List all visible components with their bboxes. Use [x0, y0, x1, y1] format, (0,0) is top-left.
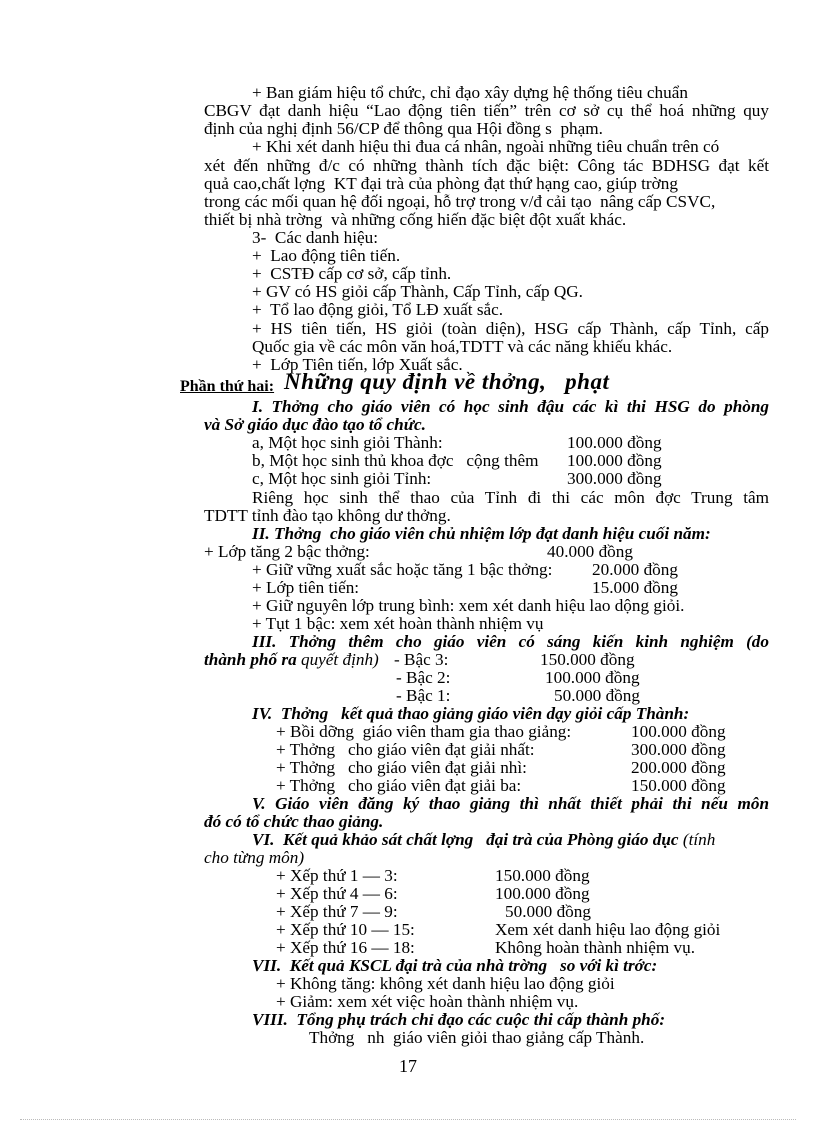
section-VII-row-1: + Không tăng: không xét danh hiệu lao động giỏi [276, 974, 615, 993]
section-II-row-3-amount: 15.000 đồng [592, 578, 678, 597]
section-VI-row-5-amount: Không hoàn thành nhiệm vụ. [495, 938, 696, 957]
section-VIII-line: Thởng nh giáo viên giỏi thao giảng cấp Thành. [309, 1028, 645, 1047]
para1-line1: + Ban giám hiệu tổ chức, chỉ đạo xây dựng hệ thống tiêu chuẩn [252, 83, 688, 102]
section-VI-row-4-amount: Xem xét danh hiệu lao động giỏi [495, 920, 721, 939]
section-IV-heading: IV. Thởng kết quả thao giảng giáo viên dạy giỏi cấp Thành: [252, 704, 690, 723]
section-III-heading-italic: quyết định) [300, 650, 379, 669]
section-I-row-2-amount: 100.000 đồng [567, 451, 662, 470]
section-III-row-3-amount: 50.000 đồng [554, 686, 640, 705]
section-III-row-3-label: - Bậc 1: [396, 686, 451, 705]
section-IV-row-4-label: + Thởng cho giáo viên đạt giải ba: [276, 776, 522, 795]
section-I-heading-line1: I. Thởng cho giáo viên có học sinh đậu các kì thi HSG do phòng [252, 397, 769, 416]
section-VI-row-2-label: + Xếp thứ 4 — 6: [276, 884, 398, 903]
section-I-row-3-amount: 300.000 đồng [567, 469, 662, 488]
title-item-1: + Lao động tiên tiến. [252, 246, 401, 265]
section-VI-row-1-label: + Xếp thứ 1 — 3: [276, 866, 398, 885]
section-VI-row-3-amount: 50.000 đồng [505, 902, 591, 921]
section-IV-row-1-amount: 100.000 đồng [631, 722, 726, 741]
para2-line5: thiết bị nhà trờng và những cống hiến đặc biệt đột xuất khác. [204, 210, 627, 229]
section-II-row-1-label: + Lớp tăng 2 bậc thởng: [204, 542, 370, 561]
section-VI-row-5-label: + Xếp thứ 16 — 18: [276, 938, 415, 957]
section-VI-heading-line1 [252, 831, 715, 849]
section-II-heading: II. Thởng cho giáo viên chủ nhiệm lớp đạt danh hiệu cuối năm: [252, 524, 711, 543]
section-I-heading-line2: và Sở giáo dục đào tạo tổ chức. [204, 415, 426, 434]
section-IV-row-4-amount: 150.000 đồng [631, 776, 726, 795]
title-item-5-line2: Quốc gia về các môn văn hoá,TDTT và các năng khiếu khác. [252, 337, 673, 356]
section-I-note-line2: TDTT tỉnh đào tạo không dư thởng. [204, 506, 451, 525]
section-VI-row-2-amount: 100.000 đồng [495, 884, 590, 903]
page-separator [20, 1119, 796, 1120]
title-item-3: + GV có HS giỏi cấp Thành, Cấp Tỉnh, cấp QG. [252, 282, 583, 301]
section-VII-row-2: + Giảm: xem xét việc hoàn thành nhiệm vụ. [276, 992, 579, 1011]
section-II-row-1-amount: 40.000 đồng [547, 542, 633, 561]
page-number: 17 [399, 1056, 417, 1076]
section-I-note-line1: Riêng học sinh thể thao của Tỉnh đi thi các môn đợc Trung tâm [252, 488, 769, 507]
section-VIII-heading: VIII. Tổng phụ trách chỉ đạo các cuộc thi cấp thành phố: [252, 1010, 666, 1029]
section-I-row-1-amount: 100.000 đồng [567, 433, 662, 452]
section-III-row-2-label: - Bậc 2: [396, 668, 451, 687]
section3-title: 3- Các danh hiệu: [252, 228, 379, 247]
section-VI-row-4-label: + Xếp thứ 10 — 15: [276, 920, 415, 939]
section-VII-heading: VII. Kết quả KSCL đại trà của nhà trờng so với kì trớc: [252, 956, 658, 975]
title-item-5-line1: + HS tiên tiến, HS giỏi (toàn diện), HSG cấp Thành, cấp Tỉnh, cấp [252, 319, 769, 338]
section-III-row-1-amount: 150.000 đồng [540, 650, 635, 669]
section-I-row-1-label: a, Một học sinh giỏi Thành: [252, 433, 443, 452]
section-IV-row-1-label: + Bồi dỡng giáo viên tham gia thao giảng: [276, 722, 572, 741]
title-item-4: + Tổ lao động giỏi, Tổ LĐ xuất sắc. [252, 300, 504, 319]
para1-line3: định của nghị định 56/CP để thông qua Hội đồng s phạm. [204, 119, 603, 138]
section-III-row-2-amount: 100.000 đồng [545, 668, 640, 687]
section-II-row-2-label: + Giữ vững xuất sắc hoặc tăng 1 bậc thởng: [252, 560, 553, 579]
para1-line2: CBGV đạt danh hiệu “Lao động tiên tiến” trên cơ sở cụ thể hoá những quy [204, 101, 769, 120]
para2-line2: xét đến những đ/c có những thành tích đặc biệt: Công tác BDHSG đạt kết [204, 156, 769, 175]
section-II-row-2-amount: 20.000 đồng [592, 560, 678, 579]
section-IV-row-2-label: + Thởng cho giáo viên đạt giải nhất: [276, 740, 535, 759]
section-II-extra-1: + Giữ nguyên lớp trung bình: xem xét danh hiệu lao dộng giỏi. [252, 596, 685, 615]
section-I-row-2-label: b, Một học sinh thủ khoa đợc cộng thêm [252, 451, 539, 470]
para2-line1: + Khi xét danh hiệu thi đua cá nhân, ngoài những tiêu chuẩn trên có [252, 137, 720, 156]
section-III-heading-line1: III. Thởng thêm cho giáo viên có sáng kiến kinh nghiệm (do [252, 632, 769, 651]
section-V-heading-line1: V. Giáo viên đăng ký thao giảng thì nhất thiết phải thi nếu môn [252, 794, 769, 813]
section-III-heading-bold: thành phố ra [204, 650, 301, 669]
section-IV-row-3-amount: 200.000 đồng [631, 758, 726, 777]
title-item-2: + CSTĐ cấp cơ sở, cấp tỉnh. [252, 264, 452, 283]
section-VI-row-1-amount: 150.000 đồng [495, 866, 590, 885]
para2-line4: trong các mối quan hệ đối ngoại, hỗ trợ trong v/đ cải tạo nâng cấp CSVC, [204, 192, 716, 211]
section-IV-row-2-amount: 300.000 đồng [631, 740, 726, 759]
section-VI-heading-bold: VI. Kết quả khảo sát chất lợng đại trà của Phòng giáo dục [252, 830, 679, 849]
part2-title: Những quy định về thởng, phạt [284, 369, 610, 394]
section-VI-heading-line2: cho từng môn) [204, 848, 305, 867]
para2-line3: quả cao,chất lợng KT đại trà của phòng đạt thứ hạng cao, giúp trờng [204, 174, 678, 193]
section-III-heading-line2 [204, 651, 379, 669]
section-IV-row-3-label: + Thởng cho giáo viên đạt giải nhì: [276, 758, 527, 777]
section-I-row-3-label: c, Một học sinh giỏi Tỉnh: [252, 469, 432, 488]
section-VI-row-3-label: + Xếp thứ 7 — 9: [276, 902, 398, 921]
part2-label: Phần thứ hai: [180, 378, 275, 395]
section-III-row-1-label: - Bậc 3: [394, 650, 449, 669]
title-item-6: + Lớp Tiên tiến, lớp Xuất sắc. [252, 355, 463, 374]
section-VI-heading-tail: (tính [678, 830, 716, 849]
section-II-extra-2: + Tụt 1 bậc: xem xét hoàn thành nhiệm vụ [252, 614, 544, 633]
section-II-row-3-label: + Lớp tiên tiến: [252, 578, 360, 597]
section-V-heading-line2: đó có tổ chức thao giảng. [204, 812, 384, 831]
